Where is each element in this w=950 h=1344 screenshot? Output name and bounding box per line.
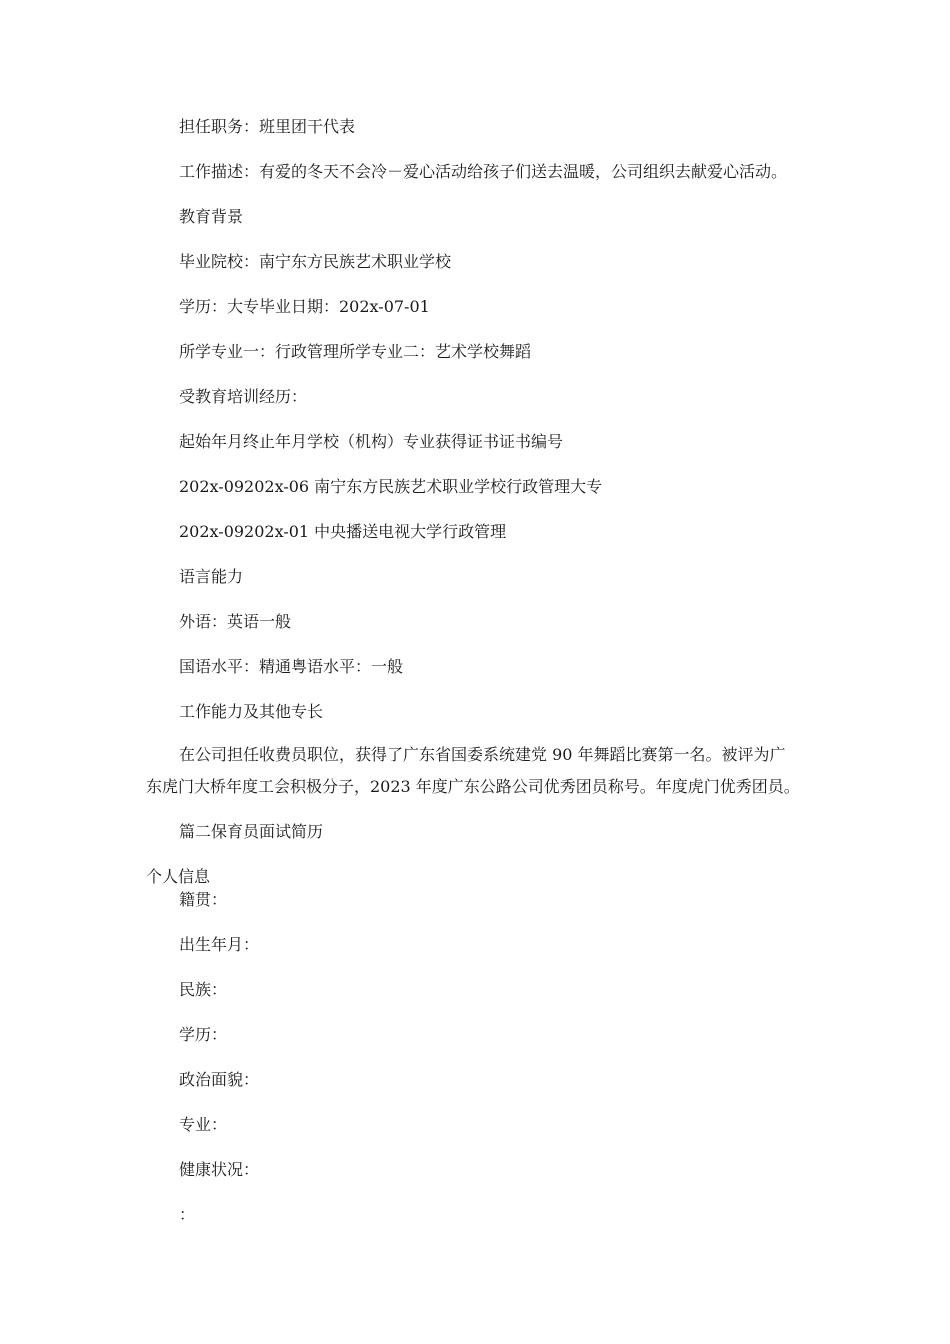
mandarin-level-line: 国语水平：精通粤语水平：一般 <box>179 657 404 676</box>
health-field: 健康状况： <box>179 1160 260 1179</box>
major-field: 专业： <box>179 1115 228 1134</box>
skills-heading: 工作能力及其他专长 <box>179 702 324 721</box>
degree-line: 学历：大专毕业日期：202x-07-01 <box>179 297 430 316</box>
education-field: 学历： <box>179 1025 228 1044</box>
hometown-field: 籍贯： <box>179 890 228 909</box>
birth-date-field: 出生年月： <box>179 935 260 954</box>
foreign-language-line: 外语：英语一般 <box>179 612 292 631</box>
training-row: 202x-09202x-06 南宁东方民族艺术职业学校行政管理大专 <box>179 477 603 496</box>
political-status-field: 政治面貌： <box>179 1070 260 1089</box>
personal-info-heading: 个人信息 <box>146 867 211 886</box>
skills-paragraph-line-2: 东虎门大桥年度工会积极分子，2023 年度广东公路公司优秀团员称号。年度虎门优秀团员。 <box>146 777 800 796</box>
work-description-line: 工作描述：有爱的冬天不会冷－爱心活动给孩子们送去温暖，公司组织去献爱心活动。 <box>179 162 788 181</box>
section-title: 篇二保育员面试简历 <box>179 822 324 841</box>
ethnicity-field: 民族： <box>179 980 228 999</box>
training-table-header: 起始年月终止年月学校（机构）专业获得证书证书编号 <box>179 432 564 451</box>
graduate-school-line: 毕业院校：南宁东方民族艺术职业学校 <box>179 252 452 271</box>
language-heading: 语言能力 <box>179 567 244 586</box>
training-heading: 受教育培训经历： <box>179 387 308 406</box>
major-line: 所学专业一：行政管理所学专业二：艺术学校舞蹈 <box>179 342 532 361</box>
education-heading: 教育背景 <box>179 207 244 226</box>
training-row: 202x-09202x-01 中央播送电视大学行政管理 <box>179 522 507 541</box>
skills-paragraph-line-1: 在公司担任收费员职位，获得了广东省国委系统建党 90 年舞蹈比赛第一名。被评为广 <box>179 745 786 764</box>
position-line: 担任职务：班里团干代表 <box>179 117 356 136</box>
blank-field: ： <box>179 1205 196 1224</box>
